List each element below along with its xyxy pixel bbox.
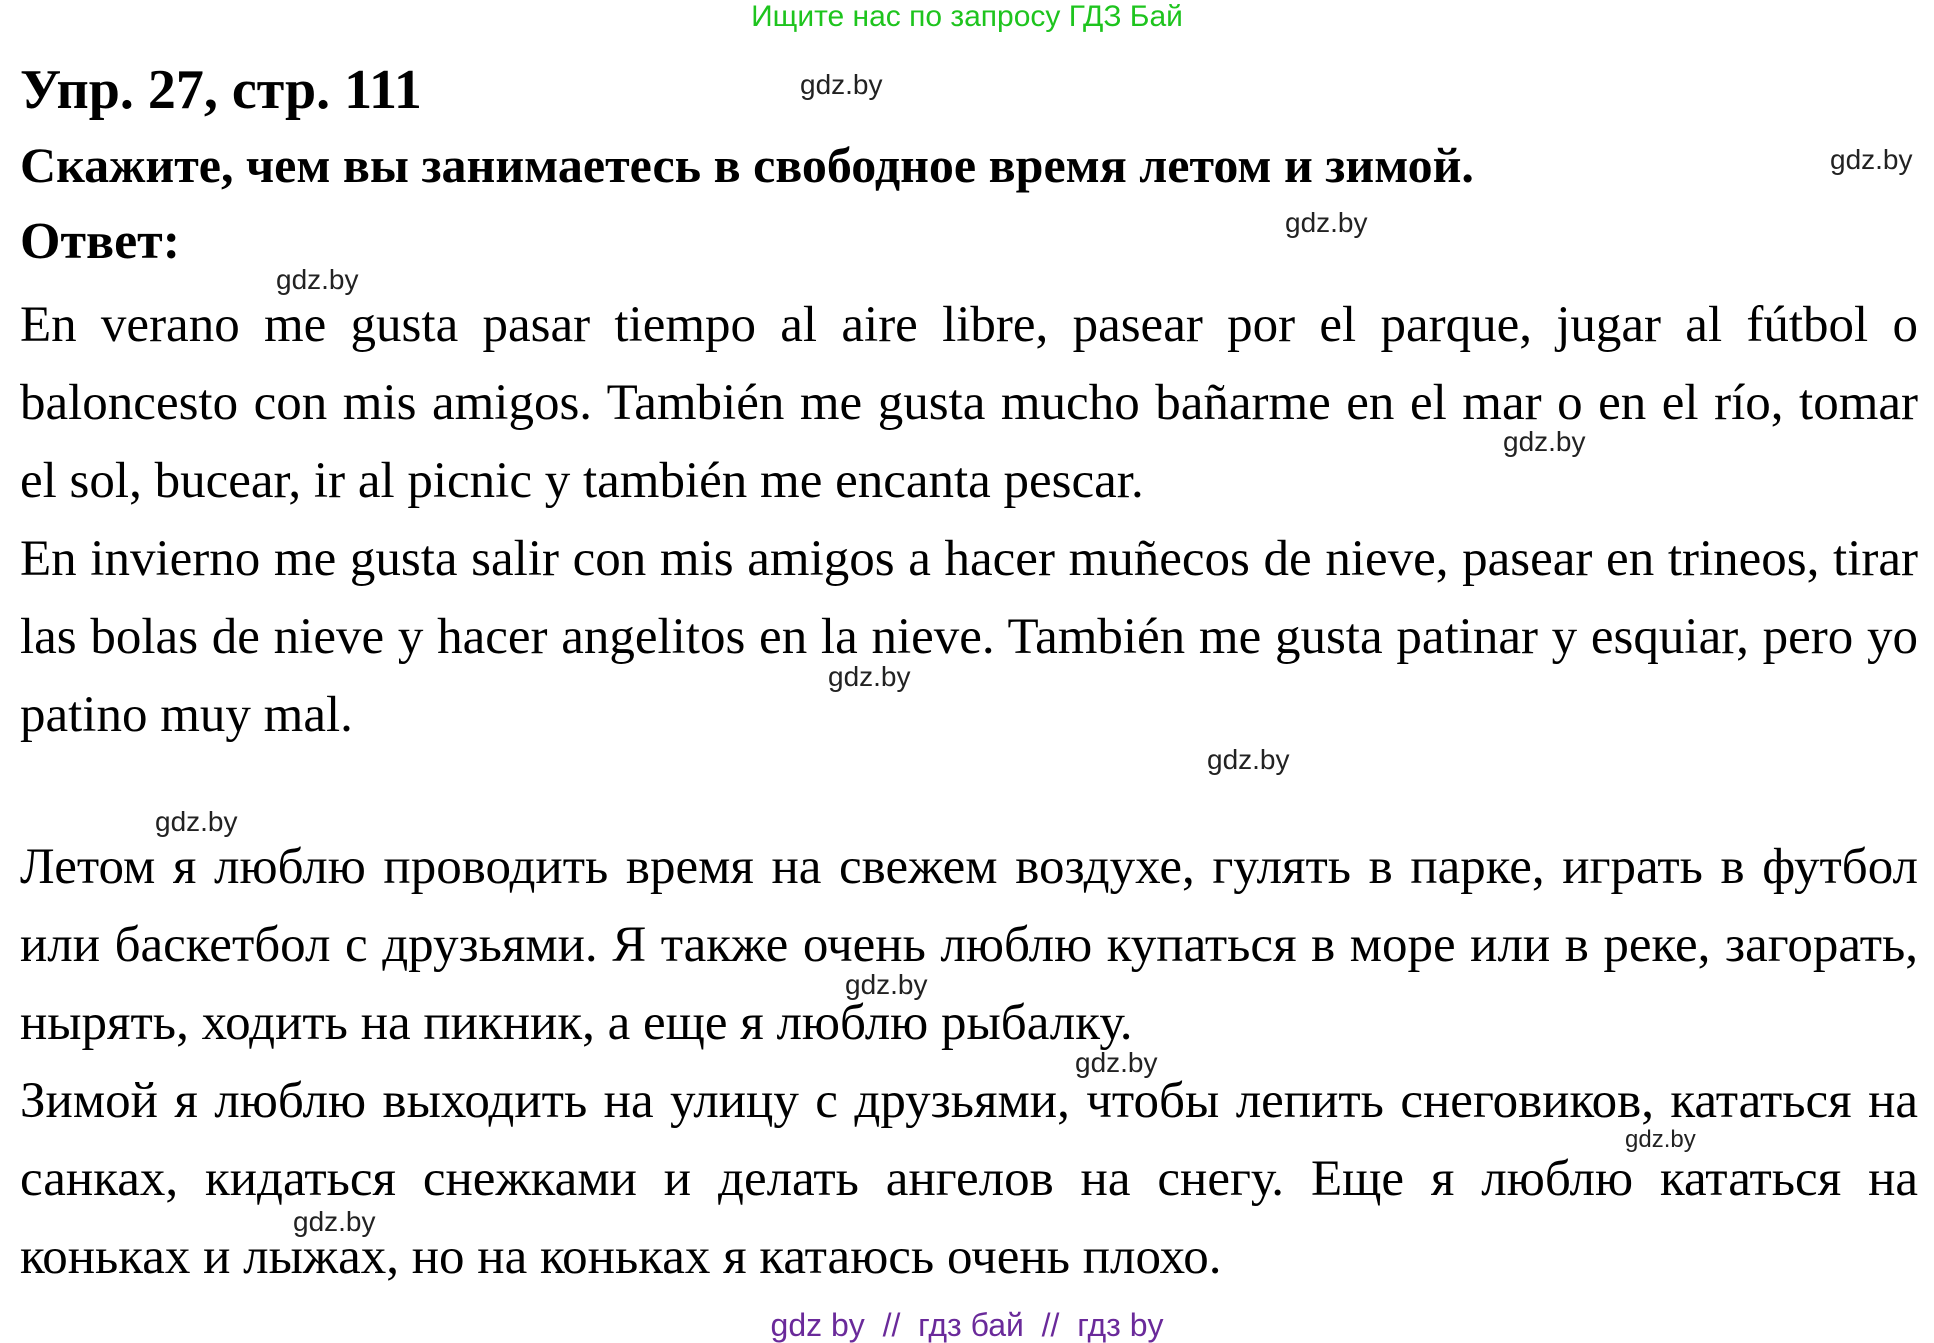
top-banner: Ищите нас по запросу ГДЗ Бай xyxy=(751,0,1183,33)
russian-winter-paragraph: Зимой я люблю выходить на улицу с друзьями, чтобы лепить снеговиков, кататься на санках, кидаться снежками и делать ангелов на снегу. Еще я люблю кататься на коньках и лыжах, но на коньках я катаюсь очень плохо. xyxy=(20,1073,1918,1285)
watermark: gdz.by xyxy=(800,69,883,100)
footer-links: gdz by // гдз бай // гдз by xyxy=(770,1307,1164,1343)
spanish-summer-paragraph: En verano me gusta pasar tiempo al aire libre, pasear por el parque, jugar al fútbol o baloncesto con mis amigos. También me gusta mucho bañarme en el mar o en el río, tomar el sol, bucear, ir al picnic y también me encanta pescar. xyxy=(20,297,1918,509)
watermark: gdz.by xyxy=(1285,207,1368,238)
watermark: gdz.by xyxy=(828,661,911,692)
answer-label: Ответ: xyxy=(20,213,181,270)
watermark: gdz.by xyxy=(1503,426,1586,457)
watermark: gdz.by xyxy=(1625,1126,1696,1153)
watermark: gdz.by xyxy=(1207,744,1290,775)
watermark: gdz.by xyxy=(845,969,928,1000)
watermark: gdz.by xyxy=(1830,144,1913,175)
exercise-question: Скажите, чем вы занимаетесь в свободное время летом и зимой. xyxy=(20,137,1474,193)
watermark: gdz.by xyxy=(1075,1047,1158,1078)
exercise-title: Упр. 27, стр. 111 xyxy=(20,59,422,121)
russian-summer-paragraph: Летом я люблю проводить время на свежем воздухе, гулять в парке, играть в футбол или баскетбол с друзьями. Я также очень люблю купаться в море или в реке, загорать, нырять, ходить на пикник, а еще я люблю рыбалку. xyxy=(20,839,1918,1051)
spanish-winter-paragraph: En invierno me gusta salir con mis amigos a hacer muñecos de nieve, pasear en trineos, tirar las bolas de nieve y hacer angelitos en la nieve. También me gusta patinar y esquiar, pero yo patino muy mal. xyxy=(20,531,1918,743)
watermark: gdz.by xyxy=(155,806,238,837)
watermark: gdz.by xyxy=(276,264,359,295)
watermark: gdz.by xyxy=(293,1206,376,1237)
